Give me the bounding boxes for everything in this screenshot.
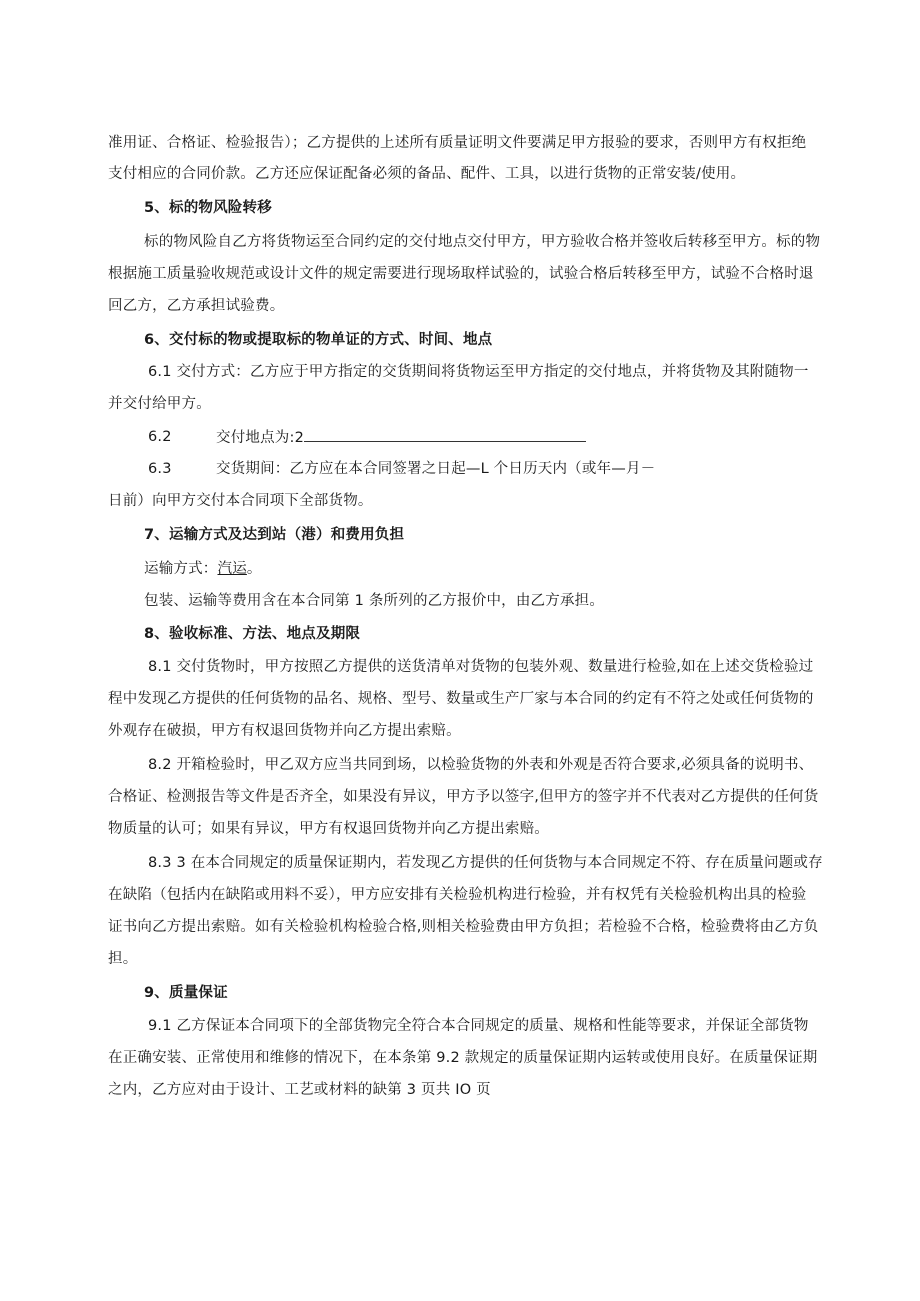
text-line: 程中发现乙方提供的任何货物的品名、规格、型号、数量或生产厂家与本合同的约定有不符之处或任何货物的: [108, 691, 814, 707]
clause-8-3: 8.3 3 在本合同规定的质量保证期内，若发现乙方提供的任何货物与本合同规定不符、存在质量问题或存: [148, 855, 823, 871]
text-line: 包装、运输等费用含在本合同第 1 条所列的乙方报价中，由乙方承担。: [144, 593, 605, 609]
clause-6-2: [148, 427, 648, 447]
section-heading-9: 9、质量保证: [144, 985, 228, 1001]
clause-number: 6.3: [148, 461, 172, 477]
delivery-location-label: 交付地点为:2: [216, 430, 305, 446]
clause-8-1: 8.1 交付货物时，甲方按照乙方提供的送货清单对货物的包装外观、数量进行检验,如在上述交货检验过: [148, 659, 814, 675]
text-line: 物质量的认可；如果有异议，甲方有权退回货物并向乙方提出索赔。: [108, 821, 549, 837]
clause-9-1: 9.1 乙方保证本合同项下的全部货物完全符合本合同规定的质量、规格和性能等要求，并保证全部货物: [148, 1018, 809, 1034]
text-line: 准用证、合格证、检验报告）；乙方提供的上述所有质量证明文件要满足甲方报验的要求，否则甲方有权拒绝: [108, 135, 807, 151]
clause-text: [216, 427, 586, 448]
text-line: 标的物风险自乙方将货物运至合同约定的交付地点交付甲方，甲方验收合格并签收后转移至甲方。标的物: [144, 234, 821, 250]
text-line: 合格证、检测报告等文件是否齐全，如果没有异议，甲方予以签字,但甲方的签字并不代表对乙方提供的任何货: [108, 789, 819, 805]
text-line: 回乙方，乙方承担试验费。: [108, 298, 285, 314]
transport-method: [144, 559, 262, 579]
clause-8-2: 8.2 开箱检验时，甲乙双方应当共同到场，以检验货物的外表和外观是否符合要求,必须具备的说明书、: [148, 757, 814, 773]
text-line: 并交付给甲方。: [108, 396, 211, 412]
clause-6-3: [148, 459, 708, 479]
section-heading-6: 6、交付标的物或提取标的物单证的方式、时间、地点: [144, 332, 493, 348]
text-line: 在缺陷（包括内在缺陷或用料不妥），甲方应安排有关检验机构进行检验，并有权凭有关检验机构出具的检验: [108, 887, 807, 903]
clause-number: 6.2: [148, 429, 172, 445]
text-line: 担。: [108, 951, 138, 967]
text-line: 根据施工质量验收规范或设计文件的规定需要进行现场取样试验的，试验合格后转移至甲方，试验不合格时退: [108, 266, 814, 282]
text-line: 证书向乙方提出索赔。如有关检验机构检验合格,则相关检验费由甲方负担；若检验不合格，检验费将由乙方负: [108, 919, 819, 935]
text-line: 支付相应的合同价款。乙方还应保证配备必须的备品、配件、工具，以进行货物的正常安装/使用。: [108, 166, 746, 182]
clause-6-1: 6.1 交付方式：乙方应于甲方指定的交货期间将货物运至甲方指定的交付地点，并将货物及其附随物一: [148, 364, 809, 380]
text-line: 日前）向甲方交付本合同项下全部货物。: [108, 493, 373, 509]
clause-text: 交货期间：乙方应在本合同签署之日起—L 个日历天内（或年—月－: [216, 461, 656, 477]
section-heading-7: 7、运输方式及达到站（港）和费用负担: [144, 527, 405, 543]
section-heading-8: 8、验收标准、方法、地点及期限: [144, 626, 361, 642]
text-line: 外观存在破损，甲方有权退回货物并向乙方提出索赔。: [108, 723, 461, 739]
transport-label: 运输方式：: [144, 561, 218, 577]
text-line: 在正确安装、正常使用和维修的情况下，在本条第 9.2 款规定的质量保证期内运转或使用良好。在质量保证期: [108, 1050, 818, 1066]
section-heading-5: 5、标的物风险转移: [144, 200, 272, 216]
text-line-with-page-footer: 之内，乙方应对由于设计、工艺或材料的缺第 3 页共 IO 页: [108, 1082, 491, 1098]
transport-value: 汽运: [217, 561, 247, 577]
fill-in-blank: [304, 427, 586, 442]
punctuation: 。: [246, 561, 262, 577]
